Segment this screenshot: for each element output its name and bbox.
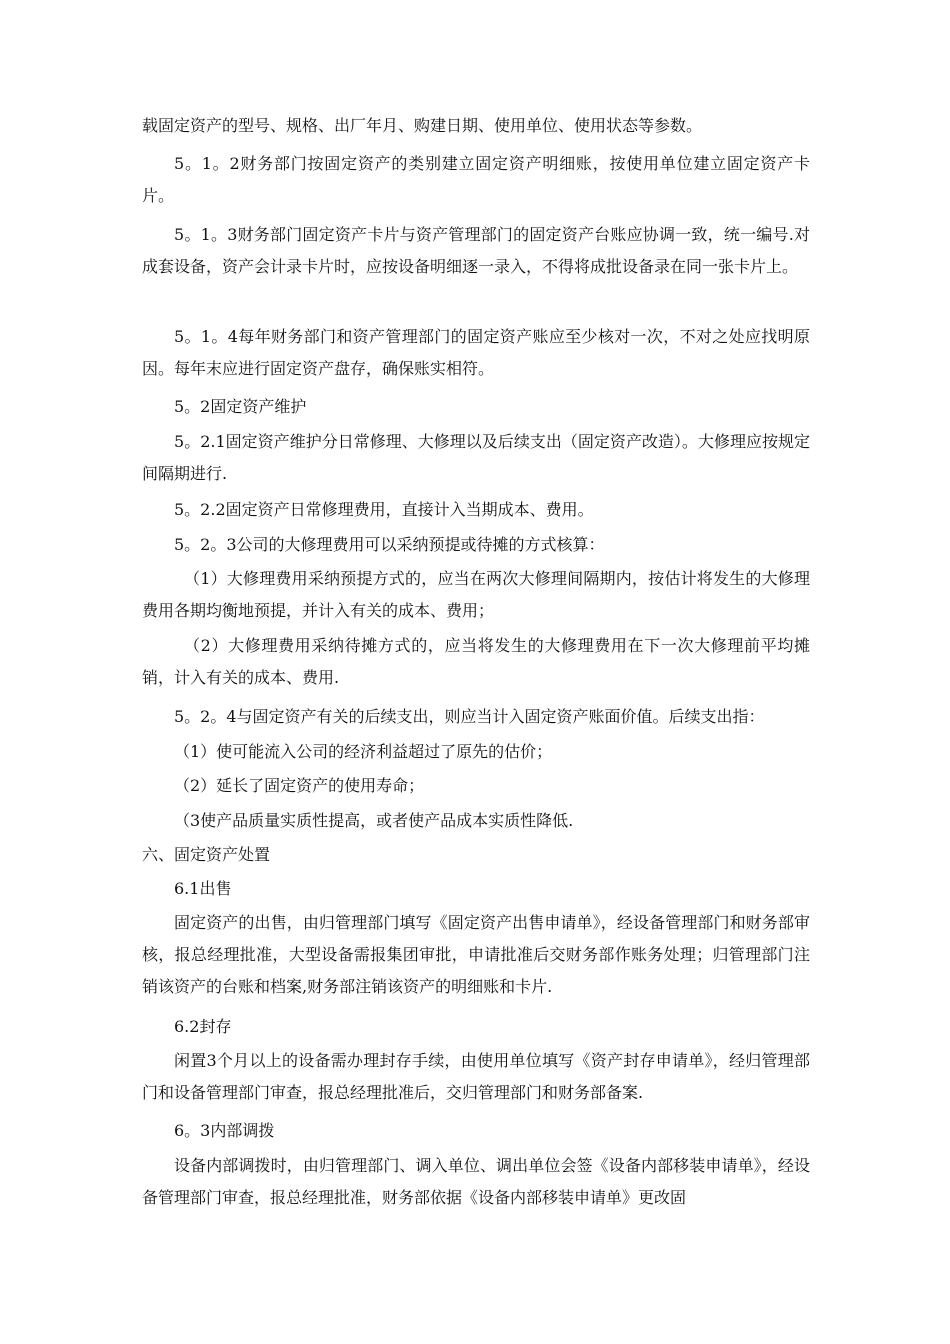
paragraph-5-2-4: 5。2。4与固定资产有关的后续支出，则应当计入固定资产账面价值。后续支出指： — [174, 707, 765, 726]
paragraph-5-1-3: 5。1。3财务部门固定资产卡片与资产管理部门的固定资产台账应协调一致，统一编号.对成套设备，资产会计录卡片时，应按设备明细逐一录入，不得将成批设备录在同一张卡片上。 — [142, 225, 810, 276]
heading-6-3: 6。3内部调拨 — [174, 1121, 275, 1140]
paragraph-asset-record-params: 载固定资产的型号、规格、出厂年月、购建日期、使用单位、使用状态等参数。 — [142, 116, 703, 135]
heading-6-2: 6.2封存 — [174, 1017, 232, 1036]
paragraph-5-2-4-item-2: （2）延长了固定资产的使用寿命； — [174, 776, 425, 795]
paragraph-5-2-1: 5。2.1固定资产维护分日常修理、大修理以及后续支出（固定资产改造）。大修理应按规定间隔期进行. — [142, 432, 810, 483]
heading-section-6: 六、固定资产处置 — [142, 845, 271, 864]
paragraph-5-1-4: 5。1。4每年财务部门和资产管理部门的固定资产账应至少核对一次，不对之处应找明原因。每年末应进行固定资产盘存，确保账实相符。 — [142, 327, 810, 378]
paragraph-5-1-2: 5。1。2财务部门按固定资产的类别建立固定资产明细账，按使用单位建立固定资产卡片。 — [142, 154, 810, 205]
heading-5-2: 5。2固定资产维护 — [174, 397, 307, 416]
paragraph-5-2-4-item-3: （3使产品质量实质性提高，或者使产品成本实质性降低. — [174, 811, 574, 830]
heading-6-1: 6.1出售 — [174, 879, 232, 898]
paragraph-5-2-3-item-2: （2）大修理费用采纳待摊方式的，应当将发生的大修理费用在下一次大修理前平均摊销，计入有关的成本、费用. — [142, 636, 810, 687]
paragraph-5-2-3-item-1: （1）大修理费用采纳预提方式的，应当在两次大修理间隔期内，按估计将发生的大修理费用各期均衡地预提，并计入有关的成本、费用； — [142, 569, 810, 620]
paragraph-6-1-sale: 固定资产的出售，由归管理部门填写《固定资产出售申请单》，经设备管理部门和财务部审核，报总经理批准，大型设备需报集团审批，申请批准后交财务部作账务处理；归管理部门注销该资产的台账和档案,财务部注销该资产的明细账和卡片. — [142, 913, 810, 996]
paragraph-5-2-2: 5。2.2固定资产日常修理费用，直接计入当期成本、费用。 — [174, 500, 594, 519]
paragraph-6-3-transfer: 设备内部调拨时，由归管理部门、调入单位、调出单位会签《设备内部移装申请单》，经设备管理部门审查，报总经理批准，财务部依据《设备内部移装申请单》更改固 — [142, 1156, 810, 1207]
paragraph-6-2-sealing: 闲置3个月以上的设备需办理封存手续，由使用单位填写《资产封存申请单》，经归管理部门和设备管理部门审查，报总经理批准后，交归管理部门和财务部备案. — [142, 1051, 810, 1102]
paragraph-5-2-4-item-1: （1）使可能流入公司的经济利益超过了原先的估价； — [174, 742, 553, 761]
paragraph-5-2-3: 5。2。3公司的大修理费用可以采纳预提或待摊的方式核算： — [174, 535, 605, 554]
